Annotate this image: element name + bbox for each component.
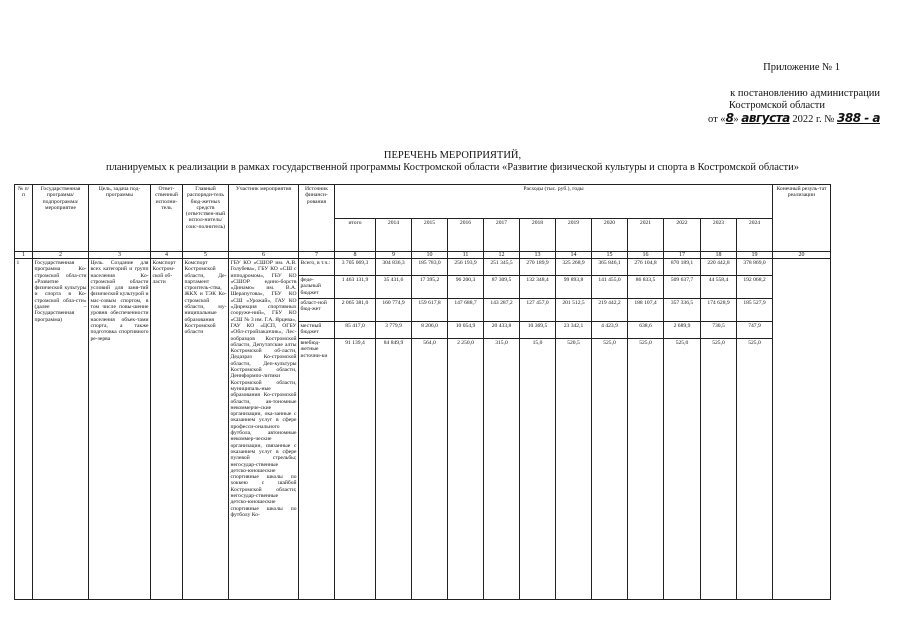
value-cell: 141 455,0 xyxy=(592,276,628,299)
value-cell: 185 783,0 xyxy=(412,259,448,276)
col-number: 15 xyxy=(592,252,628,259)
value-cell: 86 833,5 xyxy=(628,276,664,299)
value-cell: 638,6 xyxy=(628,322,664,339)
value-cell: 256 193,9 xyxy=(448,259,484,276)
col-number: 11 xyxy=(448,252,484,259)
value-cell: 147 688,7 xyxy=(448,299,484,322)
value-cell: 3 779,9 xyxy=(376,322,412,339)
value-cell: 276 104,8 xyxy=(628,259,664,276)
value-cell: 132 348,4 xyxy=(520,276,556,299)
header-year: 2016 xyxy=(448,218,484,252)
date-year: 2022 г. № xyxy=(792,114,835,125)
header-year: 2017 xyxy=(484,218,520,252)
col-number: 6 xyxy=(229,252,299,259)
date-day: 8 xyxy=(725,111,734,125)
header-goal: Цель, задача под-программы xyxy=(89,185,151,252)
appendix-line-2: Костромской области xyxy=(728,100,825,111)
col-number: 13 xyxy=(520,252,556,259)
date-month: августа xyxy=(741,111,790,125)
col-number: 7 xyxy=(299,252,335,259)
row-participants: ГБУ КО «СШОР им. А.В. Голубева», ГБУ КО «СШ с ипподромом», ГБУ КО «СШОР едино-борств «Динамо» им. В.А. Шерапутова», ГБУ КО «СШ «Урожай», ГАУ КО «Дирекция спортивных сооруже-ний», ГБУ КО «СШ № 3 им. Г.А. Ярцева», ГАУ КО «ЦСП, ОГБУ «Обл-стройзаказчик», Лес-ообразцов Костромской области, Депутатские алты Костромской об-ласти, Дедазраз Ко-стромской области, Деп-культуры Костромской области, Деннформпо-литики Костромской области, муниципаль-ные образования Ко-стромской области, ав-тономные некоммерче-ские организации, ока-занные с оказанием услуг в сфере професси-онального футбола, автономные некоммер-ческие организации, связанные с оказанием услуг в сфере пулевой стрельбы; негосудар-ственные детско-юношеские спортивные школы по хоккею с шайбой Костромской области; негосудар-ственные детско-юношеские спортивные школы по футболу Ко- xyxy=(229,259,299,600)
col-number: 5 xyxy=(183,252,229,259)
value-cell: 525,0 xyxy=(592,339,628,600)
row-program: Государственная программа Ко-стромской обла-сти «Развитие физической культуры и спорта в Ко-стромской обла-сти» (далее – Государственная программа) xyxy=(33,259,89,600)
col-number: 14 xyxy=(556,252,592,259)
value-cell: 10 054,9 xyxy=(448,322,484,339)
value-cell: 188 107,4 xyxy=(628,299,664,322)
value-cell: 378 869,0 xyxy=(737,259,773,276)
header-year: 2024 xyxy=(737,218,773,252)
col-number: 19 xyxy=(737,252,773,259)
value-cell: 174 628,9 xyxy=(701,299,737,322)
value-cell: 17 395,2 xyxy=(412,276,448,299)
source-label: област-ной бюд-жет xyxy=(299,299,335,322)
value-cell: 159 617,8 xyxy=(412,299,448,322)
column-number-row xyxy=(15,252,831,259)
source-label: Всего, в т.ч.: xyxy=(299,259,335,276)
header-year: 2014 xyxy=(376,218,412,252)
header-year: 2015 xyxy=(412,218,448,252)
row-grbs: Комспорт Костромской области, Де-партамент строитель-ства, ЖКХ и ТЭК Ко-стромской области, му-ниципальные образования Костромской области xyxy=(183,259,229,600)
value-cell: 525,0 xyxy=(628,339,664,600)
value-cell: 509 637,7 xyxy=(664,276,701,299)
value-cell: 730,5 xyxy=(701,322,737,339)
value-cell: 8 206,0 xyxy=(412,322,448,339)
value-cell: 870 189,1 xyxy=(664,259,701,276)
value-cell: 525,0 xyxy=(701,339,737,600)
header-year: 2021 xyxy=(628,218,664,252)
value-cell: 192 068,2 xyxy=(737,276,773,299)
col-number: 2 xyxy=(33,252,89,259)
document-title xyxy=(0,150,905,174)
header-sources: Источник финанси-рования xyxy=(299,185,335,252)
row-result xyxy=(773,259,831,600)
value-cell: 220 442,8 xyxy=(701,259,737,276)
header-row-1 xyxy=(15,185,831,219)
value-cell: 85 417,0 xyxy=(335,322,376,339)
value-cell: 23 342,1 xyxy=(556,322,592,339)
header-year: 2020 xyxy=(592,218,628,252)
value-cell: 525,0 xyxy=(664,339,701,600)
value-cell: 304 836,3 xyxy=(376,259,412,276)
approval-block xyxy=(560,62,880,126)
table-row xyxy=(15,259,831,276)
header-expenses: Расходы (тыс. руб.), годы xyxy=(335,185,773,219)
doc-number: 388 - а xyxy=(837,111,880,125)
title-sub: планируемых к реализации в рамках государственной программы Костромской области «Развитие физической культуры и спорта в Костромской области» xyxy=(106,162,799,173)
value-cell: 520,5 xyxy=(556,339,592,600)
col-number: 3 xyxy=(89,252,151,259)
value-cell: 99 893,8 xyxy=(556,276,592,299)
value-cell: 201 512,5 xyxy=(556,299,592,322)
date-mid: » xyxy=(733,114,739,125)
row-executor: Комспорт Костром-ской об-ласти xyxy=(151,259,183,600)
value-cell: 127 457,0 xyxy=(520,299,556,322)
value-cell: 143 287,2 xyxy=(484,299,520,322)
row-goal: Цель. Создание для всех категорий и групп населения Ко-стромской области условий для заня-тий физической культурой и мас-совым спортом, в том числе повы-шение уровня обеспеченности населения объек-тами спорта, а также подготовка спортивного ре-зерва xyxy=(89,259,151,600)
header-year: 2023 xyxy=(701,218,737,252)
header-executor: Ответ-ственный исполни-тель xyxy=(151,185,183,252)
source-label: внебюд-жетные источни-ки xyxy=(299,339,335,600)
col-number: 20 xyxy=(773,252,831,259)
measures-table xyxy=(14,184,831,600)
value-cell: 219 442,2 xyxy=(592,299,628,322)
value-cell: 185 527,9 xyxy=(737,299,773,322)
value-cell: 270 189,9 xyxy=(520,259,556,276)
col-number: 16 xyxy=(628,252,664,259)
title-main: ПЕРЕЧЕНЬ МЕРОПРИЯТИЙ, xyxy=(383,150,522,161)
col-number: 9 xyxy=(376,252,412,259)
header-participants: Участник мероприятия xyxy=(229,185,299,252)
value-cell: 2 689,9 xyxy=(664,322,701,339)
header-year: 2022 xyxy=(664,218,701,252)
value-cell: 4 423,9 xyxy=(592,322,628,339)
appendix-date-line xyxy=(560,112,880,126)
value-cell: 315,0 xyxy=(484,339,520,600)
appendix-title: Приложение № 1 xyxy=(763,62,840,73)
value-cell: 10 369,5 xyxy=(520,322,556,339)
value-cell: 15,0 xyxy=(520,339,556,600)
value-cell: 20 433,8 xyxy=(484,322,520,339)
col-number: 17 xyxy=(664,252,701,259)
col-number: 8 xyxy=(335,252,376,259)
header-num: № п/п xyxy=(15,185,33,252)
value-cell: 96 200,3 xyxy=(448,276,484,299)
value-cell: 87 309,5 xyxy=(484,276,520,299)
value-cell: 365 846,1 xyxy=(592,259,628,276)
value-cell: 3 705 069,3 xyxy=(335,259,376,276)
value-cell: 525,0 xyxy=(737,339,773,600)
source-label: феде-ральный бюджет xyxy=(299,276,335,299)
source-label: местный бюджет xyxy=(299,322,335,339)
col-number: 18 xyxy=(701,252,737,259)
value-cell: 44 558,4 xyxy=(701,276,737,299)
value-cell: 91 139,4 xyxy=(335,339,376,600)
appendix-line-1: к постановлению администрации xyxy=(730,88,880,99)
value-cell: 2 250,0 xyxy=(448,339,484,600)
date-prefix: от « xyxy=(707,114,726,125)
value-cell: 35 431,6 xyxy=(376,276,412,299)
value-cell: 1 463 131,9 xyxy=(335,276,376,299)
value-cell: 325 268,9 xyxy=(556,259,592,276)
value-cell: 2 065 381,0 xyxy=(335,299,376,322)
col-number: 4 xyxy=(151,252,183,259)
value-cell: 160 774,9 xyxy=(376,299,412,322)
col-number: 1 xyxy=(15,252,33,259)
row-num: 1 xyxy=(15,259,33,600)
value-cell: 564,0 xyxy=(412,339,448,600)
header-year: 2019 xyxy=(556,218,592,252)
value-cell: 747,9 xyxy=(737,322,773,339)
value-cell: 84 849,9 xyxy=(376,339,412,600)
value-cell: 357 336,5 xyxy=(664,299,701,322)
header-program: Государственная программа/ подпрограмма/ мероприятие xyxy=(33,185,89,252)
col-number: 12 xyxy=(484,252,520,259)
value-cell: 251 345,5 xyxy=(484,259,520,276)
header-result: Конечный резуль-тат реализации xyxy=(773,185,831,252)
header-year: итого xyxy=(335,218,376,252)
header-year: 2018 xyxy=(520,218,556,252)
col-number: 10 xyxy=(412,252,448,259)
header-grbs: Главный распоряди-тель бюд-жетных средств (ответствен-ный испол-нитель/соис-полнитель) xyxy=(183,185,229,252)
